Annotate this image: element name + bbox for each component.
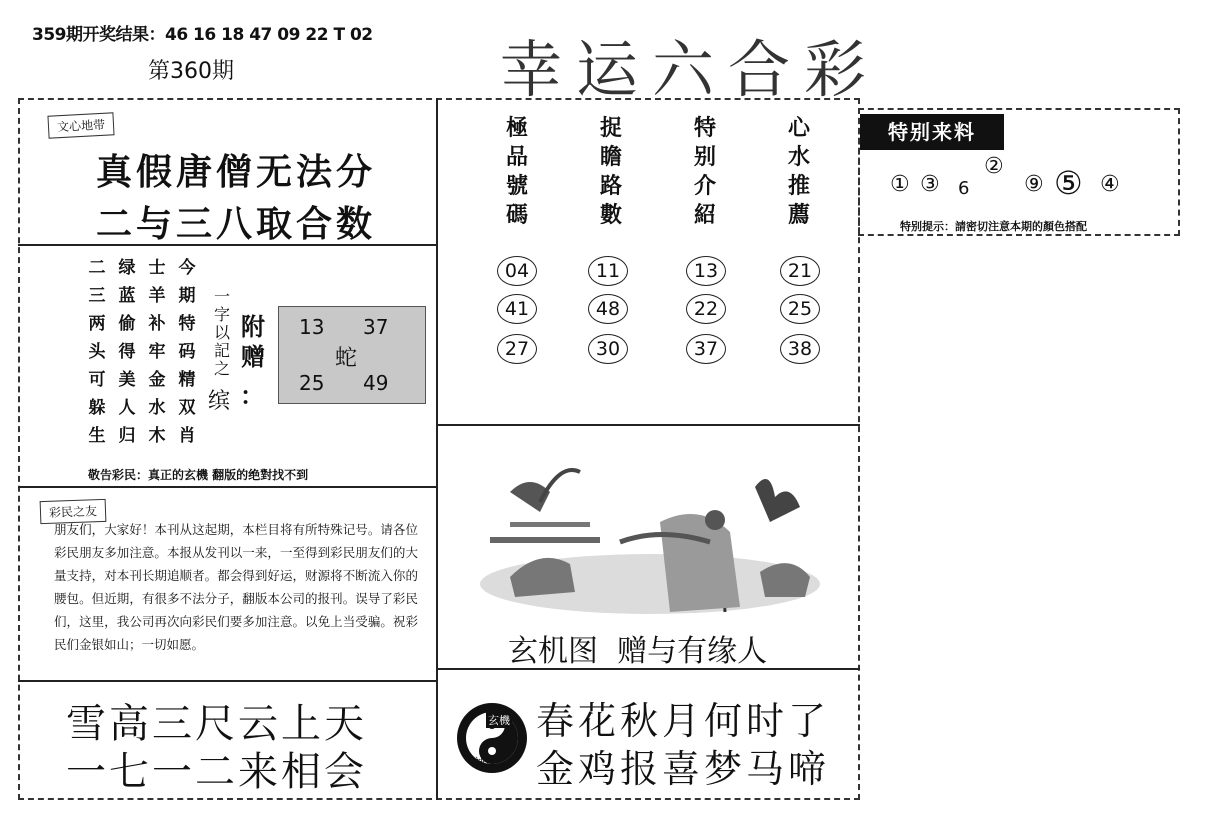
poem-column-1: 二 三 两 头 可 躲 生 bbox=[88, 258, 106, 446]
yinyang-label-bottom: 神算 bbox=[474, 756, 496, 769]
poem-line-4: 金鸡报喜梦马啼 bbox=[536, 747, 831, 791]
column-title-3: 特 别 介 紹 bbox=[693, 115, 716, 228]
section-tag: 文心地带 bbox=[47, 112, 114, 138]
gift-number: 49 bbox=[363, 371, 389, 395]
special-number: ⑨ bbox=[1024, 172, 1044, 197]
number-circle: 13 bbox=[686, 256, 726, 286]
slogan-line-2: 二与三八取合数 bbox=[96, 204, 377, 245]
side-caption-end: 缤 bbox=[208, 389, 231, 414]
special-tag: 特别来料 bbox=[860, 114, 1004, 150]
side-caption: 一 字 以 記 之 bbox=[213, 287, 230, 378]
divider-center-1 bbox=[436, 424, 860, 426]
number-circle: 25 bbox=[780, 294, 820, 324]
issue-number: 第360期 bbox=[148, 59, 234, 84]
warning-text: 敬告彩民：真正的玄機 翻版的绝對找不到 bbox=[88, 468, 309, 482]
column-title-2: 捉 瞻 路 數 bbox=[599, 115, 622, 228]
number-circle: 38 bbox=[780, 334, 820, 364]
special-number: 6 bbox=[958, 178, 970, 199]
poem-line-2: 一七一二来相会 bbox=[66, 749, 367, 795]
number-circle: 22 bbox=[686, 294, 726, 324]
poem-column-2: 绿 蓝 偷 得 美 人 归 bbox=[118, 258, 136, 446]
gift-number: 13 bbox=[299, 315, 325, 339]
special-number: ① bbox=[890, 172, 910, 197]
article-text: 朋友们，大家好！本刊从这起期，本栏目将有所特殊记号。请各位彩民朋友多加注意。本报从发刊以一来，一至得到彩民朋友们的大量支持，对本刊长期追顺者。都会得到好运，财源将不断流入你的腰包。但近期，有很多不法分子，翻版本公司的报刊。误导了彩民们，这里，我公司再次向彩民们要多加注意。以免上当受骗。祝彩民们金银如山；一切如愿。 bbox=[54, 522, 418, 652]
special-number: ③ bbox=[920, 172, 940, 197]
number-circle: 37 bbox=[686, 334, 726, 364]
article-tag: 彩民之友 bbox=[40, 499, 107, 524]
divider-vertical bbox=[436, 98, 438, 800]
page-title: 幸运六合彩 bbox=[500, 33, 881, 106]
yinyang-label-top: 玄機 bbox=[488, 714, 510, 727]
poem-column-4: 今 期 特 码 精 双 肖 bbox=[178, 258, 196, 446]
gift-label: 附 赠 bbox=[241, 313, 265, 371]
number-circle: 30 bbox=[588, 334, 628, 364]
number-circle: 27 bbox=[497, 334, 537, 364]
special-number: ⑤ bbox=[1054, 164, 1083, 202]
poem-column-3: 士 羊 补 牢 金 水 木 bbox=[148, 258, 166, 446]
special-hint: 特别提示：請密切注意本期的顏色搭配 bbox=[900, 220, 1087, 233]
number-circle: 48 bbox=[588, 294, 628, 324]
previous-draw-result: 359期开奖结果：46 16 18 47 09 22 T 02 bbox=[32, 25, 373, 45]
column-title-4: 心 水 推 薦 bbox=[787, 115, 810, 228]
poem-line-3: 春花秋月何时了 bbox=[536, 699, 831, 743]
gift-box bbox=[278, 306, 426, 404]
riddle-illustration bbox=[470, 452, 820, 622]
number-circle: 04 bbox=[497, 256, 537, 286]
illustration-caption: 玄机图 赠与有缘人 bbox=[508, 634, 768, 669]
number-circle: 11 bbox=[588, 256, 628, 286]
poem-line-1: 雪高三尺云上天 bbox=[66, 701, 367, 747]
special-number: ② bbox=[984, 154, 1004, 179]
column-title-1: 極 品 號 碼 bbox=[505, 115, 528, 228]
gift-zodiac: 蛇 bbox=[335, 346, 358, 371]
number-circle: 21 bbox=[780, 256, 820, 286]
gift-number: 37 bbox=[363, 315, 389, 339]
gift-label-colon: ： bbox=[240, 382, 264, 410]
number-circle: 41 bbox=[497, 294, 537, 324]
divider-left-3 bbox=[18, 680, 438, 682]
divider-left-2 bbox=[18, 486, 438, 488]
gift-number: 25 bbox=[299, 371, 325, 395]
slogan-line-1: 真假唐僧无法分 bbox=[96, 152, 377, 193]
special-number: ④ bbox=[1100, 172, 1120, 197]
